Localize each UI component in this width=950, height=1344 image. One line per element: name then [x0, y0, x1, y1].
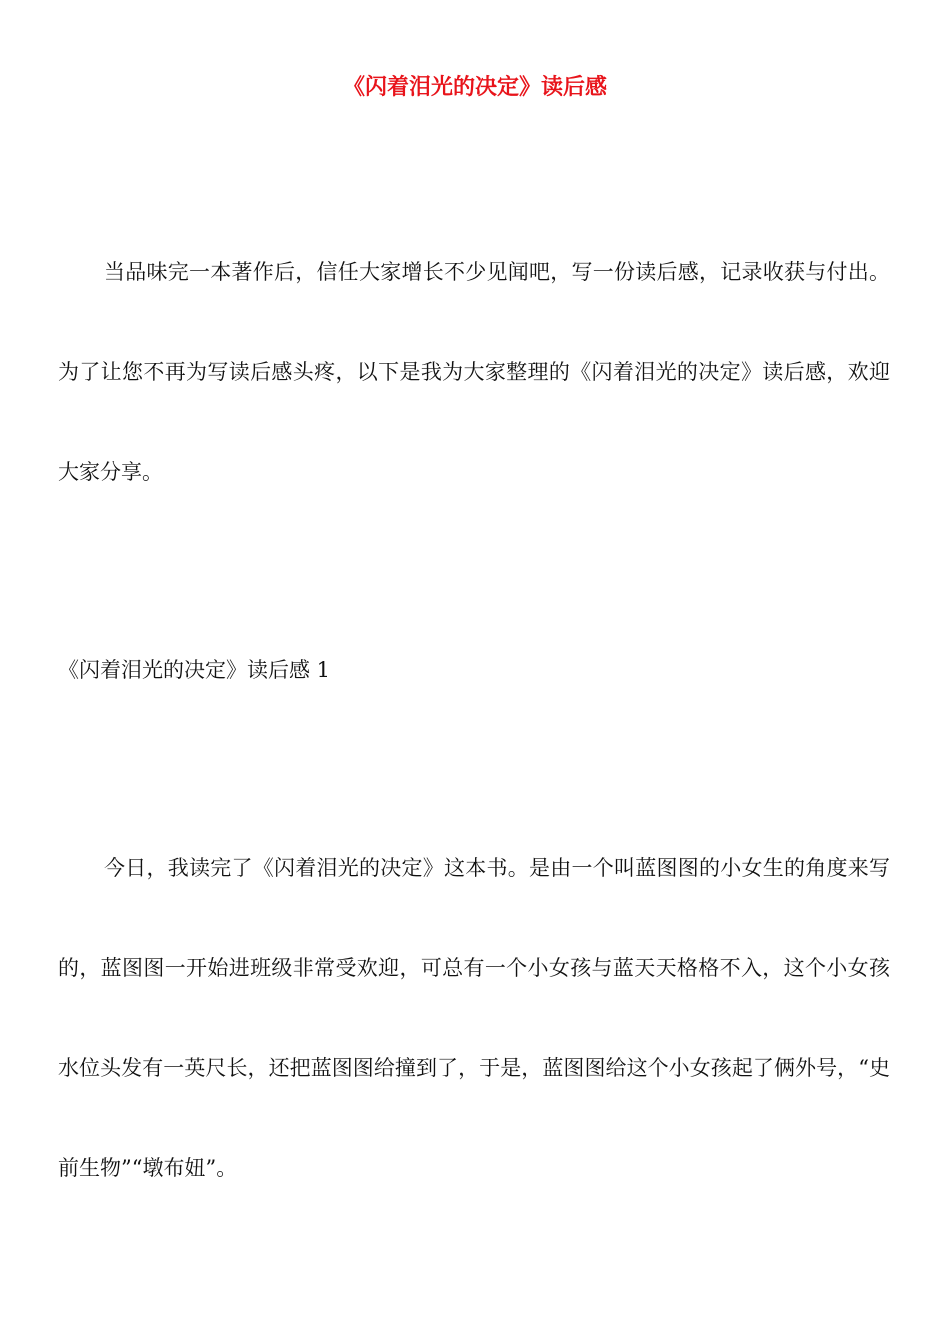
intro-paragraph: 当品味完一本著作后，信任大家增长不少见闻吧，写一份读后感，记录收获与付出。为了让您不再为写读后感头疼，以下是我为大家整理的《闪着泪光的决定》读后感，欢迎大家分享。	[58, 260, 890, 484]
document-title: 《闪着泪光的决定》读后感	[342, 75, 607, 100]
body-paragraph: 今日，我读完了《闪着泪光的决定》这本书。是由一个叫蓝图图的小女生的角度来写的，蓝图图一开始进班级非常受欢迎，可总有一个小女孩与蓝天天格格不入，这个小女孩水位头发有一英尺长，还把蓝图图给撞到了，于是，蓝图图给这个小女孩起了俩外号，“史前生物”“墩布妞”。	[58, 856, 890, 1180]
section-heading: 《闪着泪光的决定》读后感 1	[58, 658, 331, 682]
